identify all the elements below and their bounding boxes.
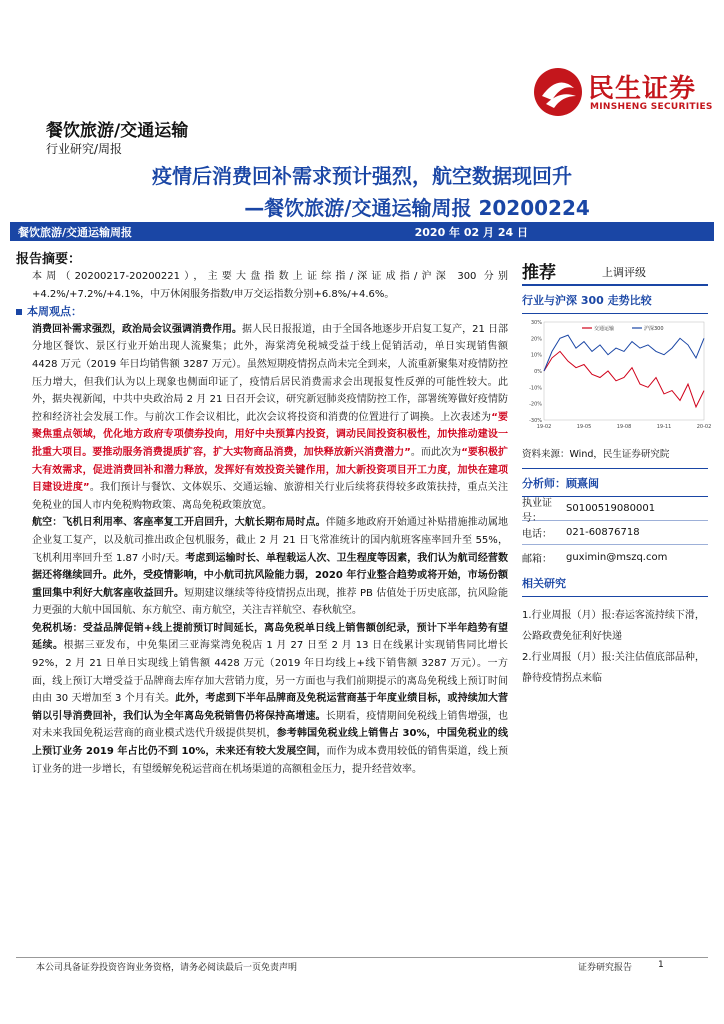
consumption-text-c: 。我们预计与餐饮、文体娱乐、交通运输、旅游相关行业后续将获得较多政策扶持，重点关注免税业的国人市内免税购物政策、离岛免税政策放宽。	[32, 482, 509, 511]
report-type: 行业研究/周报	[46, 142, 123, 156]
consumption-text-a: 据人民日报报道，由于全国各地逐步开启复工复产，21 日部分地区餐饮、景区行业开始出现人流聚集；此外，海棠湾免税城受益于线上促销活动，单日实现销售额 4428 万元（2019 年日均销售额 3287 万元）。虽然短期疫情拐点尚未完全到来，人流重新聚集对疫情防控压力增大，但我们认为以上现象也侧面印证了，疫情后居民消费需求会出现报复性反弹的可能性较大。此外，据央视新闻，中共中央政治局 2 月 21 日召开会议，研究新冠肺炎疫情防控工作，部署统筹做好疫情防控和经济社会发展工作。与前次工作会议相比，此次会议将投资和消费的位置进行了调换。上次表述为	[32, 323, 509, 423]
series-line	[544, 335, 704, 371]
y-tick-label: 0%	[534, 369, 542, 375]
bullet-square-icon	[16, 309, 22, 315]
report-title: 疫情后消费回补需求预计强烈，航空数据现回升	[152, 164, 572, 188]
y-tick-label: 20%	[530, 336, 542, 343]
view-heading-text: 本周观点：	[27, 305, 82, 319]
aviation-lead: 航空：飞机日利用率、客座率复工开启回升，大航长期布局时点。	[32, 517, 326, 529]
report-date: 2020 年 02 月 24 日	[414, 226, 528, 239]
consumption-text-b: 。而此次为	[410, 446, 462, 458]
cert-label: 执业证号：	[522, 497, 552, 524]
chart-legend	[582, 325, 664, 332]
x-tick-label: 19-11	[656, 424, 672, 430]
related-item[interactable]: 1.行业周报（月）报:春运客流持续下滑，公路政费免征利好快递	[522, 610, 705, 642]
page-number: 1	[658, 960, 664, 970]
consumption-quote-prev: “要聚焦重点领域，优化地方政府专项债券投向，用好中央预算内投资，调动民间投资积极性，加快推动建设一批重大项目。要推动服务消费提质扩容，扩大实物商品消费，加快释放新兴消费潜力”	[32, 411, 508, 458]
brand-name-en: MINSHENG SECURITIES	[590, 102, 713, 112]
y-tick-label: 30%	[530, 320, 542, 326]
analyst-phone-row	[522, 521, 708, 545]
y-tick-label: -30%	[529, 418, 542, 424]
related-item[interactable]: 2.行业周报（月）报:关注估值底部品种，静待疫情拐点来临	[522, 652, 705, 684]
view-heading	[16, 303, 508, 321]
analyst-email-row	[522, 545, 708, 569]
summary-paragraph-aviation	[16, 514, 508, 620]
related-list	[522, 605, 708, 689]
dutyfree-text-a: 根据三亚发布，中免集团三亚海棠湾免税店 1 月 27 日至 2 月 13 日在线累计实现销售同比增长 92%，2 月 21 日单日实现线上销售额 4428 万元（2019 年日均线上+线下销售额 3287 万元）。一方面，线上预订大增受益于品牌商去库存加大营销力度，另一方面也与我们前期提示的离岛免税线上预订时间由由 30 天增加至 3 个月有关。	[32, 640, 509, 705]
summary-paragraph-consumption	[16, 321, 508, 515]
title-band	[10, 222, 714, 241]
email-label: 邮箱：	[522, 553, 552, 565]
minsheng-logo-icon	[532, 66, 584, 118]
dutyfree-emphasis-2: 参考韩国免税业线上销售占 30%，中国免税业的线上预订业务 2019 年占比仍不到 10%，未来还有较大发展空间，	[32, 728, 508, 758]
rating-value: 推荐	[522, 263, 556, 283]
trend-chart	[522, 318, 712, 436]
dutyfree-emphasis: 此外，考虑到下半年品牌商及免税运营商基于年度业绩目标，或持续加大营销以引导消费回补，我们认为全年离岛免税销售仍将保持高增速。	[32, 693, 508, 722]
cert-value: S0100519080001	[566, 503, 656, 514]
band-report-name: 餐饮旅游/交通运输周报	[18, 226, 133, 239]
chart-frame	[544, 322, 704, 420]
x-tick-label: 20-02	[696, 424, 712, 430]
report-subtitle: —餐饮旅游/交通运输周报 20200224	[244, 196, 590, 220]
phone-label: 电话：	[522, 529, 552, 540]
rating-change: 上调评级	[602, 266, 646, 279]
summary-paragraph-dutyfree	[16, 620, 508, 778]
email-value[interactable]: guximin@mszq.com	[566, 551, 668, 563]
legend-label: 沪深300	[644, 326, 664, 332]
y-tick-label: -10%	[529, 385, 542, 392]
chart-source: 资料来源：Wind，民生证券研究院	[522, 449, 670, 460]
related-heading: 相关研究	[522, 569, 708, 597]
aviation-text-b: 短期建议继续等待疫情拐点出现，推荐 PB 估值处于历史底部，抗风险能力更强的大航中国国航、东方航空、南方航空，关注吉祥航空、春秋航空。	[32, 587, 508, 617]
aviation-text-a: 伴随多地政府开始通过补贴措施推动属地企业复工复产，以及航司推出政企包机服务，截止 2 月 21 日飞常准统计的国内航班客座率回升至 55%，飞机利用率回升至 1.87 小时/天。	[32, 517, 509, 564]
dutyfree-text-b: 长期看，疫情期间免税线上销售增强，也对未来我国免税运营商的商业模式迭代升级提供契机，	[32, 710, 509, 740]
summary-body	[16, 268, 508, 778]
legend-label: 交通运输	[594, 326, 615, 332]
x-tick-label: 19-05	[576, 424, 592, 430]
summary-heading: 报告摘要：	[16, 252, 82, 267]
rating-box	[522, 258, 708, 286]
aviation-emphasis: 考虑到运输时长、单程载运人次、卫生程度等因素，我们认为航司经营数据还将继续回升。此外，受疫情影响，中小航司抗风险能力弱，2020 年行业整合趋势或将开始，市场份额重回集中利好大航客座收益回升。	[32, 552, 508, 599]
phone-value: 021-60876718	[566, 527, 640, 538]
sector-heading: 餐饮旅游/交通运输	[46, 121, 189, 141]
consumption-lead: 消费回补需求强烈，政治局会议强调消费作用。	[32, 323, 243, 335]
x-tick-label: 19-08	[616, 424, 632, 430]
footer-label: 证券研究报告	[578, 963, 633, 973]
dutyfree-text-c: 而作为成本费用较低的销售渠道，线上预订业务的进一步增长，有望缓解免税运营商在机场渠道的高额租金压力，提升经营效率。	[32, 746, 509, 775]
sidebar	[522, 258, 712, 689]
analyst-cert-row	[522, 497, 708, 524]
footer-disclaimer: 本公司具备证券投资咨询业务资格，请务必阅读最后一页免责声明	[36, 963, 298, 973]
summary-paragraph-market: 本周（20200217-20200221），主要大盘指数上证综指/深证成指/沪深 300 分别+4.2%/+7.2%/+4.1%，中万休闲服务指数/申万交运指数分别+6.8%/+4.6%。	[32, 271, 508, 300]
consumption-quote-now: “要积极扩大有效需求，促进消费回补和潜力释放，发挥好有效投资关键作用，加大新投资项目开工力度，加快在建项目建设进度”	[32, 446, 509, 494]
dutyfree-lead: 免税机场：受益品牌促销+线上提前预订时间延长，离岛免税单日线上销售额创纪录，预计下半年趋势有望延续。	[32, 622, 508, 652]
analyst-heading: 分析师：顾熹闽	[522, 469, 708, 497]
y-tick-label: 10%	[530, 352, 542, 359]
chart-title: 行业与沪深 300 走势比较	[522, 286, 708, 314]
y-tick-label: -20%	[529, 401, 542, 408]
series-line	[544, 351, 704, 407]
brand-name-cn: 民生证券	[588, 74, 697, 104]
x-tick-label: 19-02	[536, 424, 552, 430]
brand-logo	[532, 66, 713, 126]
